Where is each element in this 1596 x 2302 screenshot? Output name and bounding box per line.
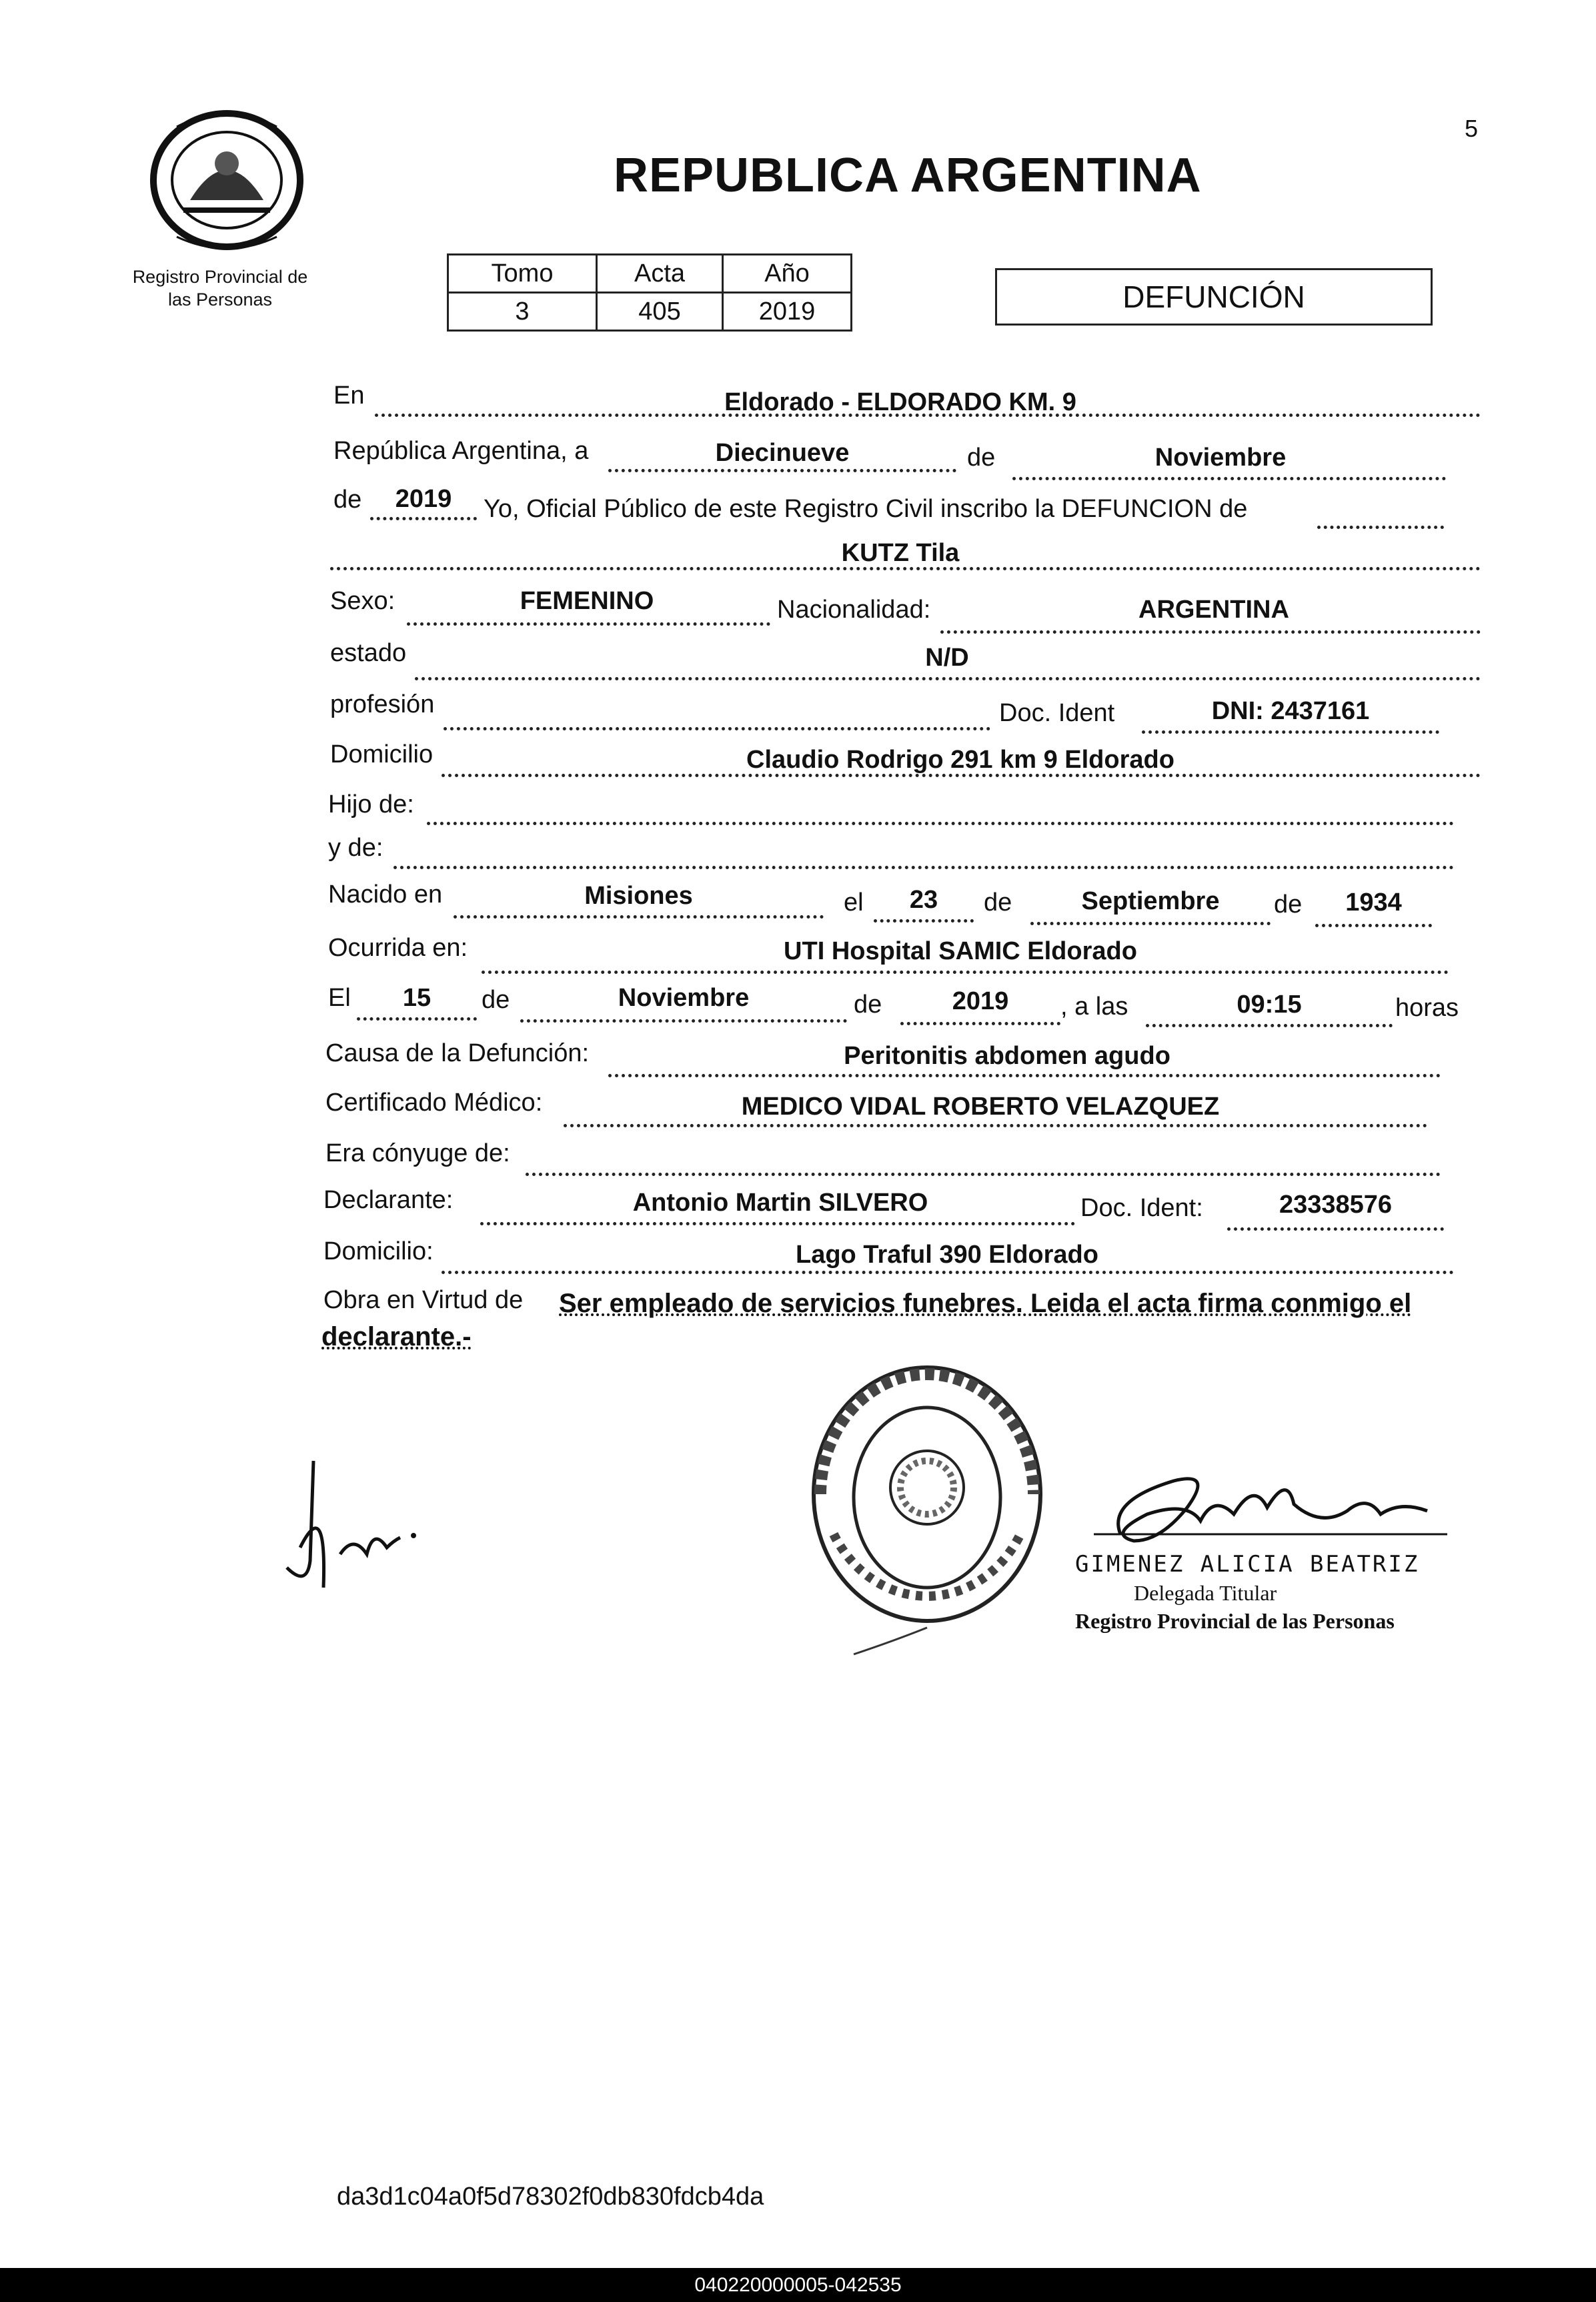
doc-ident-line [1142,730,1439,734]
sexo-label: Sexo: [330,587,395,615]
nacionalidad-label: Nacionalidad: [777,596,931,624]
nacido-el-label: el [844,889,864,917]
page-number: 5 [1465,115,1479,142]
yde-line [393,866,1454,869]
death-day-value: 15 [402,984,432,1012]
birth-month-line [1030,922,1271,925]
registry-caption [100,265,340,311]
document-hash: da3d1c04a0f5d78302f0db830fdcb4da [337,2183,764,2211]
official-signature [1094,1454,1454,1561]
official-office: Registro Provincial de las Personas [1075,1609,1395,1633]
declarante-label: Declarante: [323,1186,454,1214]
register-header-ano: Año [723,255,852,293]
declarant-signature [273,1454,427,1601]
decl-domicilio-value: Lago Traful 390 Eldorado [796,1241,1098,1269]
declarante-line [480,1222,1075,1225]
obra-text-line2: declarante.- [321,1322,472,1351]
profesion-line [444,727,990,730]
register-table-value-row [448,293,852,331]
deceased-name-value: KUTZ Tila [841,539,960,567]
sexo-value: FEMENINO [520,587,654,615]
conyuge-label: Era cónyuge de: [325,1139,510,1167]
day-words-line [608,469,956,472]
birth-year-line [1315,924,1432,927]
sexo-line [407,622,770,626]
certificado-label: Certificado Médico: [325,1089,543,1117]
certificado-line [564,1124,1427,1127]
decl-doc-value: 23338576 [1279,1191,1393,1219]
birth-day-value: 23 [909,886,938,914]
causa-line [608,1074,1441,1077]
doc-ident-value: DNI: 2437161 [1211,697,1370,725]
death-day-line [357,1017,477,1021]
nacido-en-value: Misiones [584,882,693,910]
day-words-value: Diecinueve [715,439,850,467]
death-de-label-2: de [854,991,882,1019]
death-time-line [1146,1024,1393,1027]
yde-label: y de: [328,834,383,862]
nacido-en-line [454,915,824,919]
en-label: En [333,382,365,410]
decl-domicilio-line [442,1271,1454,1274]
year-value: 2019 [395,485,452,513]
ocurrida-line [482,971,1449,974]
official-stamp [794,1361,1060,1674]
nacionalidad-value: ARGENTINA [1138,596,1289,624]
death-year-line [900,1022,1060,1025]
death-el-label: El [328,984,351,1012]
footer-barcode-text: 040220000005-042535 [694,2274,902,2296]
profesion-label: profesión [330,690,435,718]
estado-line [415,677,1481,680]
estado-label: estado [330,639,407,667]
register-table [447,253,852,332]
decl-doc-line [1227,1227,1444,1231]
a-las-label: , a las [1060,993,1128,1021]
birth-de-label-1: de [984,889,1012,917]
death-time-value: 09:15 [1237,991,1302,1019]
statement-line [1317,526,1444,529]
register-value-ano: 2019 [723,293,852,331]
death-year-value: 2019 [952,987,1009,1015]
certificado-value: MEDICO VIDAL ROBERTO VELAZQUEZ [741,1093,1220,1121]
causa-label: Causa de la Defunción: [325,1039,590,1067]
birth-year-value: 1934 [1345,889,1402,917]
death-de-label-1: de [482,986,510,1014]
nacionalidad-line [940,630,1481,634]
doc-ident-label: Doc. Ident [999,699,1115,727]
decl-domicilio-label: Domicilio: [323,1237,434,1265]
birth-month-value: Septiembre [1081,887,1220,915]
ocurrida-label: Ocurrida en: [328,934,468,962]
place-value: Eldorado - ELDORADO KM. 9 [724,388,1076,416]
obra-label: Obra en Virtud de [323,1286,524,1314]
conyuge-line [526,1173,1441,1176]
year-line [370,517,477,520]
year-prefix-label: de [333,486,362,514]
ocurrida-value: UTI Hospital SAMIC Eldorado [784,937,1137,965]
record-type-box: DEFUNCIÓN [995,268,1433,326]
declarante-value: Antonio Martin SILVERO [632,1189,928,1217]
official-role: Delegada Titular [1134,1581,1277,1605]
nacido-label: Nacido en [328,881,443,909]
registry-caption-line2: las Personas [167,290,273,310]
estado-value: N/D [925,644,969,672]
month-value: Noviembre [1154,444,1287,472]
death-month-value: Noviembre [618,984,750,1012]
republica-label: República Argentina, a [333,437,589,465]
register-header-acta: Acta [597,255,723,293]
hijo-label: Hijo de: [328,790,414,818]
domicilio-label: Domicilio [330,740,434,768]
statement-text: Yo, Oficial Público de este Registro Civil inscribo la DEFUNCION de [484,495,1248,523]
register-table-header-row [448,255,852,293]
causa-value: Peritonitis abdomen agudo [844,1042,1170,1070]
de-label: de [967,444,996,472]
provincial-seal-logo [143,100,310,253]
document-title: REPUBLICA ARGENTINA [614,149,1202,202]
obra-text-line1: Ser empleado de servicios funebres. Leida el acta firma conmigo el [559,1289,1412,1318]
hijo-line [427,822,1454,825]
domicilio-value: Claudio Rodrigo 291 km 9 Eldorado [746,746,1174,774]
birth-day-line [874,919,974,923]
official-name: GIMENEZ ALICIA BEATRIZ [1075,1551,1420,1578]
register-value-acta: 405 [597,293,723,331]
decl-doc-label: Doc. Ident: [1080,1194,1203,1222]
register-header-tomo: Tomo [448,255,597,293]
register-value-tomo: 3 [448,293,597,331]
month-line [1012,477,1446,480]
birth-de-label-2: de [1274,891,1303,919]
horas-label: horas [1395,994,1459,1022]
registry-caption-line1: Registro Provincial de [132,267,308,287]
death-month-line [520,1019,847,1023]
